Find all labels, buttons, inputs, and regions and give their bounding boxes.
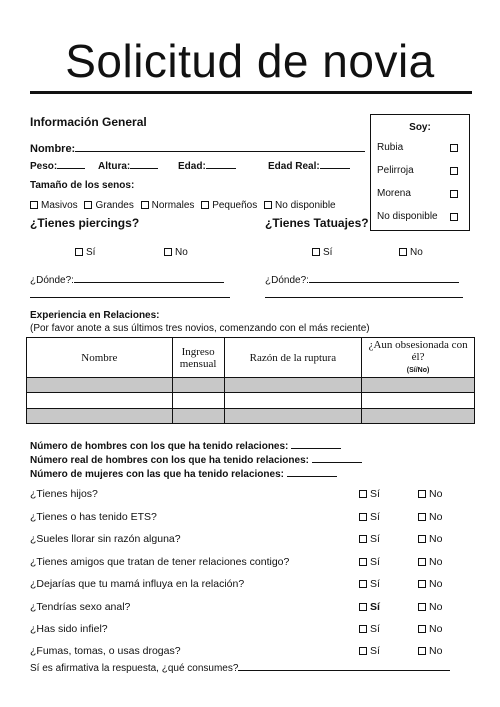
piercings-yes[interactable]: Sí xyxy=(75,247,95,258)
table-cell[interactable] xyxy=(224,393,362,409)
checkbox[interactable] xyxy=(359,603,367,611)
question-hijos: ¿Tienes hijos? xyxy=(30,488,98,500)
checkbox[interactable] xyxy=(418,490,426,498)
answer-yes[interactable]: Sí xyxy=(359,556,380,568)
table-cell[interactable] xyxy=(172,378,224,393)
checkbox[interactable] xyxy=(359,535,367,543)
tatuajes-where-label: ¿Dónde?: xyxy=(265,275,309,286)
table-cell[interactable] xyxy=(27,409,173,424)
soy-option-rubia[interactable]: Rubia xyxy=(377,142,461,153)
peso-label: Peso: xyxy=(30,161,58,172)
tamano-option[interactable]: No disponible xyxy=(264,200,336,211)
checkbox[interactable] xyxy=(141,201,149,209)
piercings-where-line xyxy=(74,272,224,283)
nombre-line xyxy=(75,141,365,152)
table-header-row xyxy=(27,338,475,378)
checkbox[interactable] xyxy=(84,201,92,209)
checkbox[interactable] xyxy=(75,248,83,256)
question-anal: ¿Tendrías sexo anal? xyxy=(30,601,131,613)
checkbox[interactable] xyxy=(359,490,367,498)
soy-option-no-disponible[interactable]: No disponible xyxy=(377,211,461,222)
answer-no[interactable]: No xyxy=(418,601,442,613)
table-cell[interactable] xyxy=(362,393,475,409)
relations-table xyxy=(26,337,475,424)
answer-yes[interactable]: Sí xyxy=(359,601,380,613)
nombre-label: Nombre: xyxy=(30,143,76,155)
table-cell[interactable] xyxy=(224,378,362,393)
count-label: Número de mujeres con las que ha tenido relaciones: xyxy=(30,469,284,480)
tamano-option[interactable]: Normales xyxy=(141,200,195,211)
table-cell[interactable] xyxy=(224,409,362,424)
tamano-option[interactable]: Grandes xyxy=(84,200,133,211)
column-header: Razón de la ruptura xyxy=(224,338,362,378)
table-cell[interactable] xyxy=(362,409,475,424)
answer-no[interactable]: No xyxy=(418,556,442,568)
piercings-no[interactable]: No xyxy=(164,247,188,258)
tamano-options xyxy=(30,200,336,211)
checkbox[interactable] xyxy=(201,201,209,209)
tatuajes-yes[interactable]: Sí xyxy=(312,247,332,258)
answer-no[interactable]: No xyxy=(418,623,442,635)
question-llorar: ¿Sueles llorar sin razón alguna? xyxy=(30,533,181,545)
checkbox[interactable] xyxy=(418,603,426,611)
tatuajes-extra-line xyxy=(265,297,463,298)
checkbox[interactable] xyxy=(418,513,426,521)
answer-yes[interactable]: Sí xyxy=(359,578,380,590)
table-cell[interactable] xyxy=(27,378,173,393)
question-mama: ¿Dejarías que tu mamá influya en la relación? xyxy=(30,578,245,590)
tatuajes-where-line xyxy=(309,272,459,283)
question-amigos: ¿Tienes amigos que tratan de tener relaciones contigo? xyxy=(30,556,290,568)
checkbox[interactable] xyxy=(264,201,272,209)
checkbox[interactable] xyxy=(450,144,458,152)
table-row[interactable] xyxy=(27,409,475,424)
checkbox[interactable] xyxy=(359,647,367,655)
table-cell[interactable] xyxy=(27,393,173,409)
answer-no[interactable]: No xyxy=(418,488,442,500)
table-cell[interactable] xyxy=(362,378,475,393)
tatuajes-where-field[interactable] xyxy=(265,272,459,286)
soy-heading: Soy: xyxy=(409,122,431,133)
checkbox[interactable] xyxy=(312,248,320,256)
consumes-field[interactable] xyxy=(30,660,450,674)
table-cell[interactable] xyxy=(172,393,224,409)
altura-line xyxy=(130,158,158,169)
table-row[interactable] xyxy=(27,378,475,393)
checkbox[interactable] xyxy=(30,201,38,209)
checkbox[interactable] xyxy=(418,580,426,588)
edad-label: Edad: xyxy=(178,161,206,172)
column-header xyxy=(362,338,475,378)
column-header: Ingreso mensual xyxy=(172,338,224,378)
count-label: Número real de hombres con los que ha tenido relaciones: xyxy=(30,455,309,466)
checkbox[interactable] xyxy=(359,580,367,588)
column-header-sub: (Sí/No) xyxy=(406,366,430,374)
checkbox[interactable] xyxy=(450,213,458,221)
edad-real-line xyxy=(320,158,350,169)
altura-label: Altura: xyxy=(98,161,131,172)
question-infiel: ¿Has sido infiel? xyxy=(30,623,108,635)
peso-line xyxy=(57,158,85,169)
experiencia-heading: Experiencia en Relaciones: xyxy=(30,310,160,321)
checkbox[interactable] xyxy=(359,625,367,633)
checkbox[interactable] xyxy=(418,558,426,566)
soy-option-morena[interactable]: Morena xyxy=(377,188,461,199)
count-real-field[interactable] xyxy=(30,452,362,466)
answer-no[interactable]: No xyxy=(418,645,442,657)
count-hombres-field[interactable] xyxy=(30,438,341,452)
piercings-extra-line xyxy=(30,297,230,298)
piercings-question: ¿Tienes piercings? xyxy=(30,216,140,230)
checkbox[interactable] xyxy=(164,248,172,256)
checkbox[interactable] xyxy=(418,535,426,543)
soy-option-pelirroja[interactable]: Pelirroja xyxy=(377,165,461,176)
nombre-field[interactable] xyxy=(30,141,365,155)
answer-no[interactable]: No xyxy=(418,511,442,523)
checkbox[interactable] xyxy=(418,625,426,633)
piercings-where-field[interactable] xyxy=(30,272,224,286)
question-ets: ¿Tienes o has tenido ETS? xyxy=(30,511,157,523)
tamano-option[interactable]: Pequeños xyxy=(201,200,257,211)
tamano-label: Tamaño de los senos: xyxy=(30,180,135,191)
count-line xyxy=(312,452,362,463)
experiencia-note: (Por favor anote a sus últimos tres novios, comenzando con el más reciente) xyxy=(30,323,370,334)
column-header-label: ¿Aun obsesionada con él? xyxy=(368,338,468,363)
edad-real-field[interactable] xyxy=(268,158,350,172)
checkbox[interactable] xyxy=(418,647,426,655)
count-line xyxy=(287,466,337,477)
answer-yes[interactable]: Sí xyxy=(359,533,380,545)
consumes-label: Sí es afirmativa la respuesta, ¿qué consumes? xyxy=(30,663,239,674)
count-line xyxy=(291,438,341,449)
edad-real-label: Edad Real: xyxy=(268,161,320,172)
checkbox[interactable] xyxy=(450,167,458,175)
checkbox[interactable] xyxy=(359,558,367,566)
page-title: Solicitud de novia xyxy=(65,35,435,87)
tatuajes-question: ¿Tienes Tatuajes? xyxy=(265,216,369,230)
answer-no[interactable]: No xyxy=(418,533,442,545)
count-label: Número de hombres con los que ha tenido relaciones: xyxy=(30,441,289,452)
question-drogas: ¿Fumas, tomas, o usas drogas? xyxy=(30,645,181,657)
consumes-line xyxy=(238,660,450,671)
answer-yes[interactable]: Sí xyxy=(359,645,380,657)
table-cell[interactable] xyxy=(172,409,224,424)
checkbox[interactable] xyxy=(399,248,407,256)
soy-box xyxy=(370,114,470,231)
checkbox[interactable] xyxy=(450,190,458,198)
piercings-where-label: ¿Dónde?: xyxy=(30,275,74,286)
tatuajes-no[interactable]: No xyxy=(399,247,423,258)
count-mujeres-field[interactable] xyxy=(30,466,337,480)
answer-no[interactable]: No xyxy=(418,578,442,590)
column-header: Nombre xyxy=(27,338,173,378)
edad-field[interactable] xyxy=(178,158,236,172)
answer-yes[interactable]: Sí xyxy=(359,488,380,500)
table-row[interactable] xyxy=(27,393,475,409)
checkbox[interactable] xyxy=(359,513,367,521)
peso-field[interactable] xyxy=(30,158,85,172)
answer-yes[interactable]: Sí xyxy=(359,623,380,635)
tamano-option[interactable]: Masivos xyxy=(30,200,78,211)
altura-field[interactable] xyxy=(98,158,158,172)
edad-line xyxy=(206,158,236,169)
title-underline xyxy=(30,91,472,94)
answer-yes[interactable]: Sí xyxy=(359,511,380,523)
general-heading: Información General xyxy=(30,115,147,129)
